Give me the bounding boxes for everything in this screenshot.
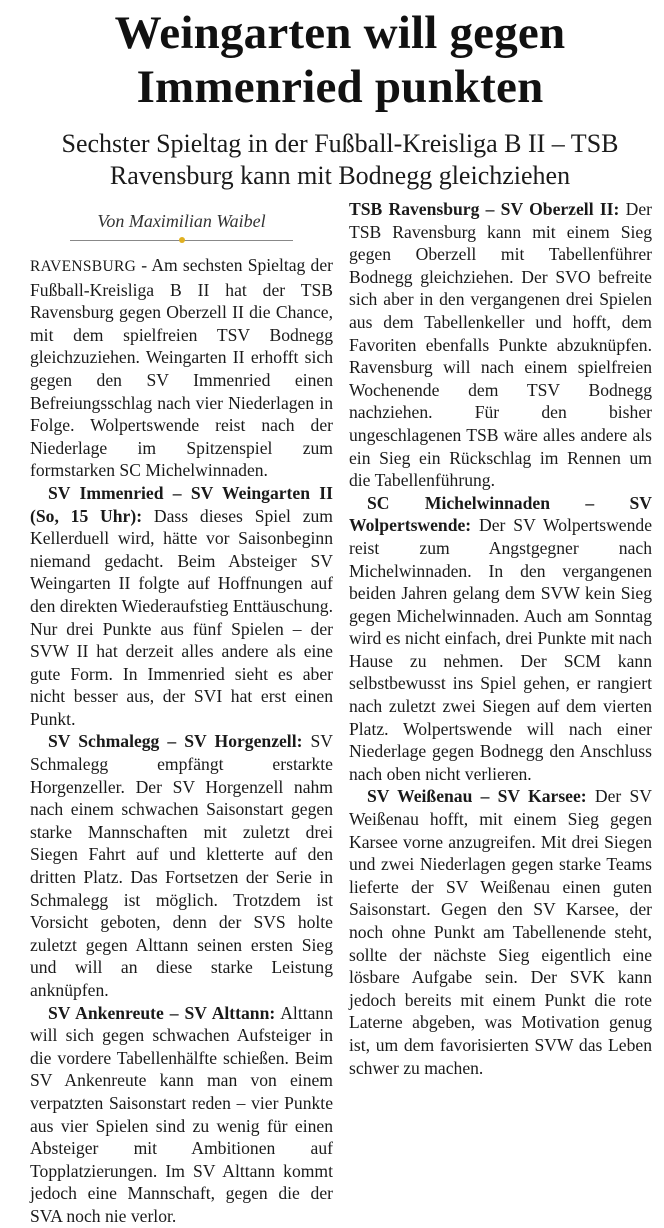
section-text: SV Schmalegg empfängt erstarkte Horgenzeller. Der SV Horgenzell nahm nach einem schwachen Saisonstart gegen starke Mannschaften mit zuletzt drei Siegen Fahrt auf und kletterte auf den dritten Platz. Das Fortsetzen der Serie in Schmalegg ist möglich. Trotzdem ist Vorsicht geboten, denn der SVS holte zuletzt gegen Alttann seinen ersten Sieg und will an diese starke Leistung anknüpfen.	[30, 731, 334, 1000]
subheadline: Sechster Spieltag in der Fußball-Kreisliga B II – TSB Ravensburg kann mit Bodnegg gleichziehen	[61, 129, 619, 190]
byline-divider	[30, 234, 333, 246]
intro-paragraph	[30, 254, 333, 482]
section-paragraph	[349, 492, 652, 786]
section-heading: SC Michelwinnaden – SV Wolpertswende:	[349, 492, 652, 536]
divider-dot	[179, 237, 185, 243]
column-right	[349, 198, 652, 1228]
headline: Weingarten will gegen Immenried punkten	[114, 7, 566, 113]
dateline: RAVENSBURG	[30, 258, 137, 275]
column-left	[30, 198, 333, 1228]
section-paragraph	[30, 730, 333, 1001]
section-text: Der TSB Ravensburg kann mit einem Sieg gegen Oberzell mit Tabellenführer Bodnegg gleichziehen. Der SVO befreite sich aber in den vergangenen drei Spielen aus dem Tabellenkeller und hofft, dem Favoriten ebenfalls Punkte abzuknüpfen. Ravensburg will nach einem spielfreien Wochenende dem TSV Bodnegg nachziehen. Für den bisher ungeschlagenen TSB wäre alles andere als ein Sieg ein Rückschlag im Rennen um die Tabellenführung.	[349, 199, 652, 491]
article-body	[30, 198, 650, 1228]
section-text: Alttann will sich gegen schwachen Aufsteiger in die vordere Tabellenhälfte schießen. Beim SV Ankenreute kann man von einem verpatzten Saisonstart reden – vier Punkte aus vier Spielen sind zu wenig für einen Absteiger mit Ambitionen auf Topplatzierungen. Im SV Alttann kommt jedoch eine Mannschaft, gegen die der SVA noch nie verlor.	[30, 1002, 334, 1226]
section-heading: SV Ankenreute – SV Alttann:	[48, 1002, 276, 1023]
section-heading: SV Schmalegg – SV Horgenzell:	[48, 731, 303, 752]
section-heading: SV Weißenau – SV Karsee:	[367, 786, 587, 807]
section-heading: SV Immenried – SV Weingarten II (So, 15 Uhr):	[30, 482, 333, 526]
section-heading: TSB Ravensburg – SV Oberzell II:	[349, 199, 620, 219]
intro-text: - Am sechsten Spieltag der Fußball-Kreisliga B II hat der TSB Ravensburg gegen Oberzell II die Chance, mit dem spielfreien TSV Bodnegg gleichzuziehen. Weingarten II erhofft sich gegen den SV Immenried einen Befreiungsschlag nach vier Niederlagen in Folge. Wolpertswende reist nach der Niederlage im Spitzenspiel zum formstarken SC Michelwinnaden.	[30, 255, 333, 481]
section-paragraph	[30, 482, 333, 731]
section-paragraph	[349, 198, 652, 492]
section-text: Dass dieses Spiel zum Kellerduell wird, hätte vor Saisonbeginn niemand gedacht. Beim Absteiger SV Weingarten II folgte auf Hoffnungen auf den direkten Wiederaufstieg Enttäuschung. Nur drei Punkte aus fünf Spielen – der SVW II hat derzeit alles andere als eine gute Form. In Immenried sieht es aber nicht besser aus, der SVI hat erst einen Punkt.	[30, 505, 333, 729]
section-paragraph	[30, 1002, 333, 1228]
section-text: Der SV Wolpertswende reist zum Angstgegner nach Michelwinnaden. In den vergangenen beiden Jahren gelang dem SVW kein Sieg gegen Michelwinnaden. Auch am Sonntag wird es nicht einfach, drei Punkte mit nach Hause zu nehmen. Der SCM kann selbstbewusst ins Spiel gehen, er rangiert nach zuletzt zwei Siegen auf dem vierten Platz. Wolpertswende will nach einer Niederlage gegen Bodnegg den Anschluss nach oben nicht verlieren.	[349, 515, 652, 784]
section-paragraph	[349, 785, 652, 1079]
byline: Von Maximilian Waibel	[97, 211, 266, 231]
section-text: Der SV Weißenau hofft, mit einem Sieg gegen Karsee vorne anzugreifen. Mit drei Siegen und zwei Niederlagen gegen starke Teams lieferte der SV Weißenau einen guten Saisonstart. Gegen den SV Karsee, der noch ohne Punkt am Tabellenende steht, sollte der nächste Sieg eigentlich eine lösbare Aufgabe sein. Der SVK kann jedoch bereits mit einem Punkt die rote Laterne abgeben, was Motivation genug ist, um dem favorisierten SVW das Leben schwer zu machen.	[349, 786, 652, 1078]
